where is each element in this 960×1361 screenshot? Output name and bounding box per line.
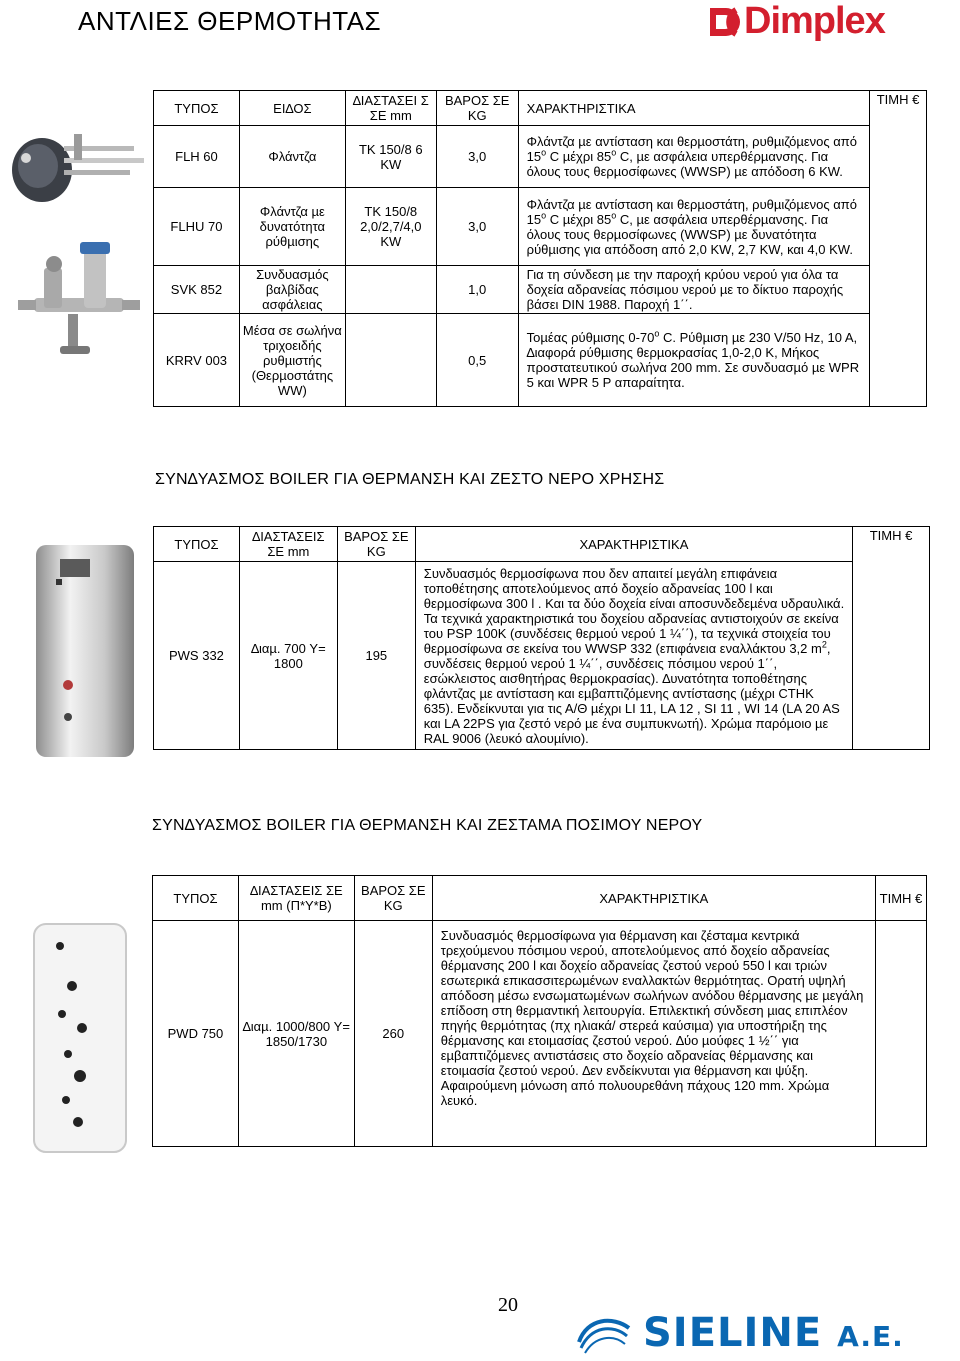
cell-kind: Μέσα σε σωλήνα τριχοειδής ρυθµιστής (Θερµοστάτης WW) <box>239 314 345 407</box>
cell-features: Τοµέας ρύθµισης 0-70$^o$ C. Ρύθµιση µε 230 V/50 Hz, 10 A, ∆ιαφορά ρύθµισης θερµοκρασίας 1,0-2,0 K, Μήκος προστατευτικού σωλήνα 200 mm. Σε συνδυασµό µε WPR 5 και WPR 5 P απαραίτητα. <box>518 314 869 407</box>
cell-type: FLH 60 <box>154 126 240 188</box>
cell-weight: 3,0 <box>436 126 518 188</box>
table-header-row <box>153 876 927 921</box>
col-dims-header: ∆ΙΑΣΤΑΣΕΙ Σ ΣΕ mm <box>345 91 436 126</box>
col-type-header: ΤΥΠΟΣ <box>154 91 240 126</box>
col-weight-header: ΒΑΡΟΣ ΣΕ KG <box>436 91 518 126</box>
flange-heater-image <box>4 118 154 208</box>
cell-dims: ∆ιαµ. 1000/800 Y= 1850/1730 <box>238 921 354 1147</box>
dimplex-mark-icon <box>706 2 746 42</box>
col-price-header: ΤΙΜΗ € <box>875 876 926 921</box>
cell-type: KRRV 003 <box>154 314 240 407</box>
cell-dims: ∆ιαµ. 700 Y= 1800 <box>239 562 337 750</box>
section-heading-pwd: ΣΥΝ∆ΥΑΣΜΟΣ BOILER ΓΙΑ ΘΕΡΜΑΝΣΗ ΚΑΙ ΖΕΣΤΑΜΑ ΠΟΣΙΜΟΥ ΝΕΡΟΥ <box>152 817 703 834</box>
table-row <box>154 188 927 266</box>
pws-boiler-image <box>24 537 146 769</box>
cell-weight: 0,5 <box>436 314 518 407</box>
sieline-logo <box>573 1312 923 1356</box>
col-price-header: ΤΙΜΗ € <box>870 91 927 407</box>
sieline-swirl-icon <box>573 1312 635 1356</box>
col-type-header: ΤΥΠΟΣ <box>153 876 239 921</box>
col-features-header: ΧΑΡΑΚΤΗΡΙΣΤΙΚΑ <box>415 527 852 562</box>
table-row <box>154 266 927 314</box>
dimplex-wordmark: Dimplex <box>744 0 885 42</box>
cell-weight: 195 <box>337 562 415 750</box>
table-row <box>153 921 927 1147</box>
cell-weight: 260 <box>354 921 432 1147</box>
table-header-row <box>154 91 927 126</box>
col-dims-header: ∆ΙΑΣΤΑΣΕΙΣ ΣΕ mm (Π*Υ*Β) <box>238 876 354 921</box>
cell-features: Για τη σύνδεση µε την παροχή κρύου νερού για όλα τα δοχεία αδρανείας πόσιµου νερού µε το δίκτυο παροχής βάσει DIN 1988. Παροχή 1΄΄. <box>518 266 869 314</box>
col-price-header: ΤΙΜΗ € <box>853 527 930 750</box>
col-dims-header: ∆ΙΑΣΤΑΣΕΙΣ ΣΕ mm <box>239 527 337 562</box>
cell-dims <box>345 314 436 407</box>
pwd-table <box>152 875 927 1147</box>
pwd-boiler-image <box>20 918 140 1158</box>
cell-type: PWD 750 <box>153 921 239 1147</box>
page-title: ΑΝΤΛΙΕΣ ΘΕΡΜΟΤΗΤΑΣ <box>78 6 382 36</box>
cell-dims: TK 150/8 2,0/2,7/4,0 KW <box>345 188 436 266</box>
cell-price <box>875 921 926 1147</box>
pws-table <box>153 526 930 750</box>
cell-features: Φλάντζα µε αντίσταση και θερµοστάτη, ρυθµιζόµενος από 15$^o$ C µέχρι 85$^o$ C, µε ασφάλεια υπερθέρµανσης. Για όλους τους θερµοσίφωνες (WWSP) µε δυνατότητα ρύθµισης για απόδοση από 2,0 KW, 2,7 KW, και 4,0 KW. <box>518 188 869 266</box>
cell-type: PWS 332 <box>154 562 240 750</box>
col-features-header: ΧΑΡΑΚΤΗΡΙΣΤΙΚΑ <box>518 91 869 126</box>
table-row <box>154 314 927 407</box>
safety-valve-image <box>14 228 144 368</box>
section-heading-pws: ΣΥΝ∆ΥΑΣΜΟΣ BOILER ΓΙΑ ΘΕΡΜΑΝΣΗ ΚΑΙ ΖΕΣΤΟ ΝΕΡΟ ΧΡΗΣΗΣ <box>155 471 665 488</box>
cell-features: Συνδυασµός θερµοσίφωνα για θέρµανση και ζέσταµα κεντρικά τρεχούµενου πόσιµου νερού, αποτελούµενος από δοχείο αδρανείας θέρµανσης 200 l και δοχείο αδρανείας ζεστού νερού 550 l και τριών εσωτερικά επικασσιτερωµένων εναλλακτών θερµότητας. Ορατή υψηλή απόδοση µέσω ενσωµατωµένων σωλήνων ανόδου θέρµανσης µε µεγάλη επίδοση στη θερµαντική λειτουργία. Επιλεκτική σύνδεση µιας επιπλέον πηγής θερµότητας (πχ ηλιακά/ στερεά καύσιµα) για υποστήριξη της θέρµανσης και ετοιµασίας ζεστού νερού. ∆ύο µούφες 1 ½΄΄ για εµβαπτιζόµενες αντιστάσεις στο δοχείο αδρανείας θέρµανσης και ετοιµασία ζεστού νερού. ∆εν ενδείκνυται για θέρµανση και ψύξη. Αφαιρούµενη µόνωση από πολυουρεθάνη πάχους 120 mm. Χρώµα λευκό. <box>432 921 875 1147</box>
cell-weight: 3,0 <box>436 188 518 266</box>
col-weight-header: ΒΑΡΟΣ ΣΕ KG <box>354 876 432 921</box>
table-header-row <box>154 527 930 562</box>
cell-type: SVK 852 <box>154 266 240 314</box>
cell-dims: TK 150/8 6 KW <box>345 126 436 188</box>
col-features-header: ΧΑΡΑΚΤΗΡΙΣΤΙΚΑ <box>432 876 875 921</box>
cell-features: Φλάντζα µε αντίσταση και θερµοστάτη, ρυθµιζόµενος από 15$^o$ C µέχρι 85$^o$ C, µε ασφάλεια υπερθέρµανσης. Για όλους τους θερµοσίφωνες (WWSP) µε απόδοση 6 KW. <box>518 126 869 188</box>
dimplex-logo <box>706 2 916 42</box>
cell-weight: 1,0 <box>436 266 518 314</box>
accessories-table <box>153 90 927 407</box>
col-type-header: ΤΥΠΟΣ <box>154 527 240 562</box>
col-kind-header: ΕΙ∆ΟΣ <box>239 91 345 126</box>
cell-type: FLHU 70 <box>154 188 240 266</box>
cell-kind: Συνδυασµός βαλβίδας ασφάλειας <box>239 266 345 314</box>
table-row <box>154 562 930 750</box>
cell-kind: Φλάντζα <box>239 126 345 188</box>
table-row <box>154 126 927 188</box>
cell-features: Συνδυασµός θερµοσίφωνα που δεν απαιτεί µεγάλη επιφάνεια τοποθέτησης αποτελούµενος από δοχείο αδρανείας 100 l και θερµοσίφωνα 300 l . Και τα δύο δοχεία είναι αποσυνδεδεµένα υδραυλικά. Τα τεχνικά χαρακτηριστικά του δοχείου αδρανείας αντιστοιχούν σε εκείνα του PSP 100K (συνδέσεις θερµού νερού 1 ¼΄΄), τα τεχνικά στοιχεία του θερµοσίφωνα σε εκείνα του WWSP 332 (επιφάνεια εναλλάκτου 3,2 $m^2$, συνδέσεις θερµού νερού 1 ¼΄΄, συνδέσεις πόσιµου νερού 1΄΄, εσώκλειστος αισθητήρας θερµοκρασίας). ∆υνατότητα τοποθέτησης φλάντζας µε αντίσταση και εµβαπτιζόµενης αντίστασης (µέχρι CTHK 635). Ενδείκνυται για τις Α/Θ µέχρι LI 11, LA 12 , SI 11 , WI 14 (LA 20 AS και LA 22PS για ζεστό νερό µε ένα συµπυκνωτή). Χρώµα παρόµοιο µε RAL 9006 (λευκό αλουµίνιο). <box>415 562 852 750</box>
cell-dims <box>345 266 436 314</box>
page-number: 20 <box>498 1294 518 1316</box>
sieline-wordmark: SIELINE A.E. <box>643 1310 904 1356</box>
col-weight-header: ΒΑΡΟΣ ΣΕ KG <box>337 527 415 562</box>
cell-kind: Φλάντζα µε δυνατότητα ρύθµισης <box>239 188 345 266</box>
